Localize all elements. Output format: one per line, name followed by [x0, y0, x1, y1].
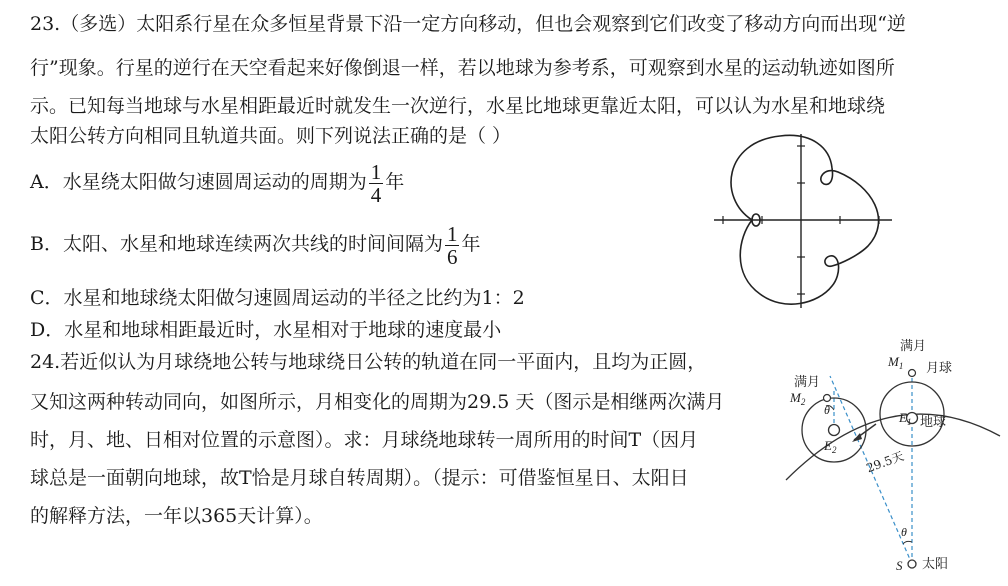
- q24-line-1: 24.若近似认为月球绕地公转与地球绕日公转的轨道在同一平面内，且均为正圆，: [30, 351, 707, 373]
- label-m2: [789, 390, 806, 407]
- label-moon: 月球: [926, 361, 953, 376]
- option-b-text: B．太阳、水星和地球连续两次共线的时间间隔为: [30, 233, 443, 255]
- q23-option-c: C．水星和地球绕太阳做匀速圆周运动的半径之比约为1：2: [30, 287, 525, 309]
- moon-m2-icon: [824, 395, 831, 402]
- theta-arc-bottom: [903, 541, 912, 544]
- option-a-unit: 年: [385, 171, 405, 193]
- q23-option-d: D．水星和地球相距最近时，水星相对于地球的速度最小: [30, 319, 502, 341]
- label-e1-subscript: 1: [906, 417, 912, 427]
- option-a-denominator: 4: [370, 182, 382, 207]
- label-earth: 地球: [920, 415, 947, 430]
- label-theta-top: θ: [824, 403, 830, 417]
- q23-line-1: 23.（多选）太阳系行星在众多恒星背景下沿一定方向移动，但也会观察到它们改变了移动方向而出现“逆: [30, 13, 906, 35]
- label-e1-letter: E: [899, 410, 907, 425]
- mercury-trajectory-figure: [708, 128, 898, 312]
- label-theta-bottom: θ: [901, 525, 907, 539]
- moon-m1-icon: [909, 370, 916, 377]
- label-m2-subscript: 2: [800, 397, 806, 407]
- label-full-moon-2: 满月: [794, 375, 821, 390]
- label-29-5-days: 29.5天: [864, 448, 906, 476]
- orbit-direction-arrowhead-icon: [852, 433, 862, 442]
- option-a-fraction: [369, 161, 384, 206]
- moon-earth-sun-figure: [780, 332, 1002, 578]
- option-a-numerator: 1: [370, 159, 382, 184]
- label-m1-letter: M: [888, 354, 899, 369]
- option-b-unit: 年: [461, 233, 481, 255]
- label-e2-subscript: 2: [831, 445, 837, 455]
- label-sun: 太阳: [922, 557, 949, 572]
- label-s: S: [896, 558, 903, 573]
- label-e2-letter: E: [824, 438, 832, 453]
- q23-option-a: [30, 160, 404, 206]
- q23-line-4: 太阳公转方向相同且轨道共面。则下列说法正确的是（ ）: [30, 125, 512, 147]
- sun-icon: [908, 560, 916, 568]
- q24-line-2: 又知这两种转动同向，如图所示，月相变化的周期为29.5 天（图示是相继两次满月: [30, 391, 725, 413]
- q24-line-5: 的解释方法，一年以365天计算）。: [30, 505, 323, 527]
- q24-line-3: 时，月、地、日相对位置的示意图）。求：月球绕地球转一周所用的时间T（因月: [30, 429, 699, 451]
- q23-line-2: 行”现象。行星的逆行在天空看起来好像倒退一样，若以地球为参考系，可观察到水星的运动轨迹如图所: [30, 57, 895, 79]
- option-a-text: A．水星绕太阳做匀速圆周运动的周期为: [30, 171, 367, 193]
- option-b-fraction: [445, 223, 460, 268]
- label-m1-subscript: 1: [898, 361, 904, 371]
- q23-option-b: [30, 222, 480, 268]
- earth-e2-icon: [829, 425, 840, 436]
- q23-line-3: 示。已知每当地球与水星相距最近时就发生一次逆行，水星比地球更靠近太阳，可以认为水星和地球绕: [30, 95, 886, 117]
- q24-line-4: 球总是一面朝向地球，故T恰是月球自转周期）。（提示：可借鉴恒星日、太阳日: [30, 467, 689, 489]
- option-b-numerator: 1: [446, 221, 458, 246]
- label-m1: [887, 354, 903, 371]
- option-b-denominator: 6: [446, 244, 458, 269]
- label-full-moon-1: 满月: [900, 339, 927, 354]
- earth-orbit-arc: [786, 414, 1000, 480]
- label-m2-letter: M: [790, 390, 801, 405]
